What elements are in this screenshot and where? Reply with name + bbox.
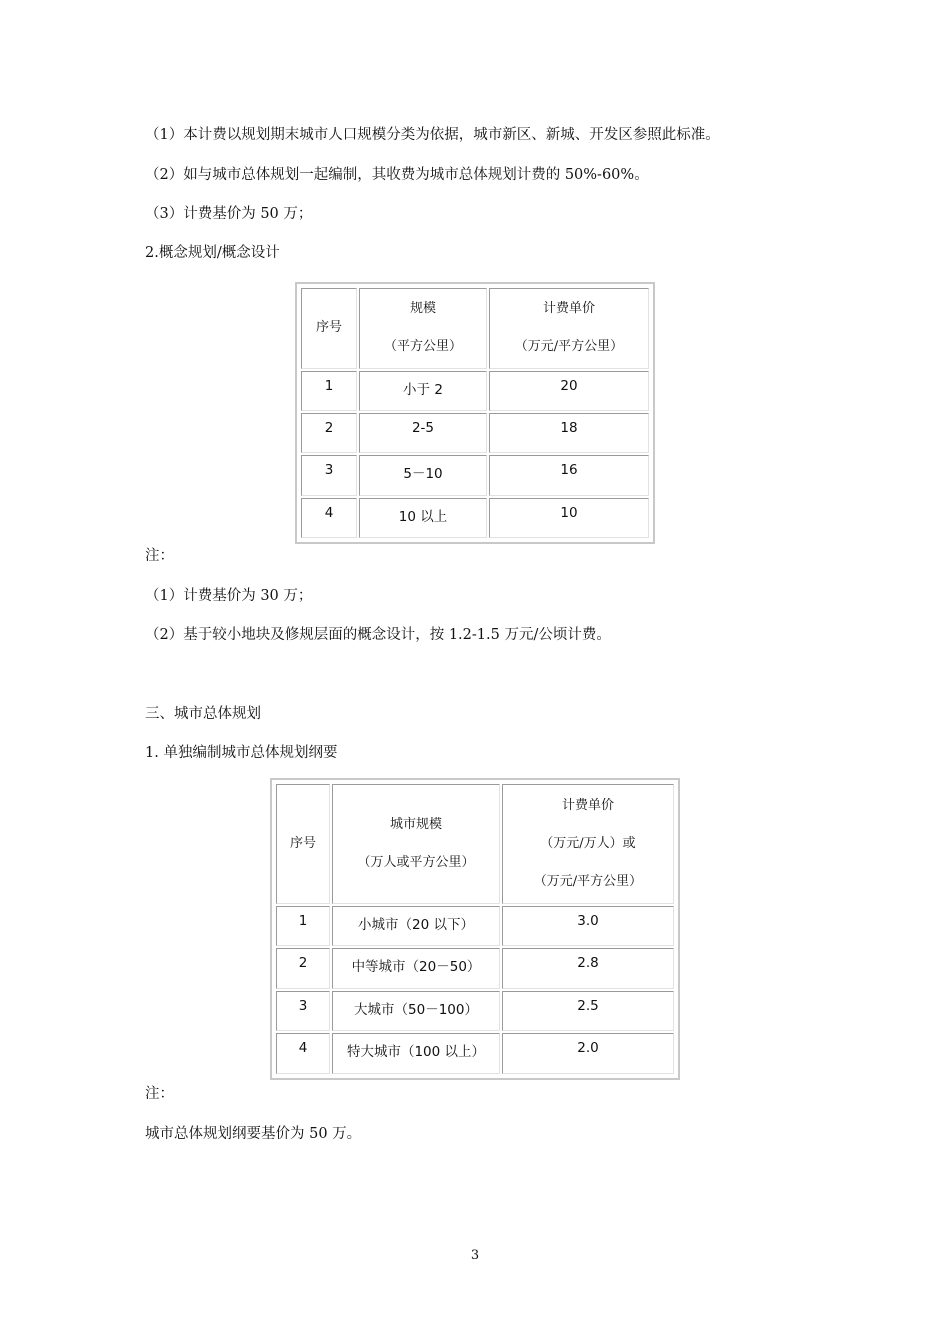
header-city-scale-label: 城市规模 xyxy=(389,816,442,832)
header-city-scale xyxy=(332,784,500,904)
note-base-classification: （1）本计费以规划期末城市人口规模分类为依据，城市新区、新城、开发区参照此标准。 xyxy=(145,127,720,143)
cell-price: 2.0 xyxy=(502,1033,674,1074)
page-number: 3 xyxy=(470,1248,480,1263)
concept-fee-table xyxy=(295,282,655,544)
cell-serial: 4 xyxy=(301,498,357,538)
header-scale-unit: （平方公里） xyxy=(383,339,462,355)
header-price-label: 计费单价 xyxy=(542,301,595,317)
table-row xyxy=(276,991,674,1032)
city-plan-fee-table xyxy=(270,778,680,1080)
header-price xyxy=(489,288,649,369)
cell-price: 2.8 xyxy=(502,948,674,989)
header-price-label: 计费单价 xyxy=(561,797,614,813)
cell-price: 20 xyxy=(489,371,649,411)
table-row xyxy=(276,948,674,989)
table-row xyxy=(301,498,649,538)
note-combined-fee: （2）如与城市总体规划一起编制，其收费为城市总体规划计费的 50%-60%。 xyxy=(145,167,649,183)
cell-city-scale: 大城市（50－100） xyxy=(332,991,500,1032)
header-price xyxy=(502,784,674,904)
cell-scale: 2-5 xyxy=(359,413,487,453)
cell-serial: 3 xyxy=(301,455,357,495)
table-header-row xyxy=(301,288,649,369)
concept-note-base-price: （1）计费基价为 30 万； xyxy=(145,588,313,604)
header-serial: 序号 xyxy=(301,288,357,369)
cell-serial: 4 xyxy=(276,1033,330,1074)
cell-serial: 3 xyxy=(276,991,330,1032)
cell-serial: 2 xyxy=(276,948,330,989)
section-three-note-base-price: 城市总体规划纲要基价为 50 万。 xyxy=(145,1126,362,1142)
cell-price: 18 xyxy=(489,413,649,453)
header-price-unit: （万元/平方公里） xyxy=(514,339,624,355)
table-row xyxy=(276,906,674,947)
header-city-scale-unit: （万人或平方公里） xyxy=(357,854,475,870)
concept-note-label: 注： xyxy=(145,548,174,564)
table-header-row xyxy=(276,784,674,904)
section-three-subheading: 1. 单独编制城市总体规划纲要 xyxy=(145,745,338,761)
header-scale-label: 规模 xyxy=(409,301,436,317)
table-row xyxy=(301,371,649,411)
cell-scale: 10 以上 xyxy=(359,498,487,538)
cell-price: 10 xyxy=(489,498,649,538)
cell-price: 16 xyxy=(489,455,649,495)
cell-serial: 1 xyxy=(301,371,357,411)
header-scale xyxy=(359,288,487,369)
table-row xyxy=(301,413,649,453)
cell-price: 2.5 xyxy=(502,991,674,1032)
table-row xyxy=(276,1033,674,1074)
cell-serial: 2 xyxy=(301,413,357,453)
section-three-note-label: 注： xyxy=(145,1086,174,1102)
header-serial: 序号 xyxy=(276,784,330,904)
table-row xyxy=(301,455,649,495)
header-price-unit-person: （万元/万人）或 xyxy=(540,835,636,851)
cell-price: 3.0 xyxy=(502,906,674,947)
note-base-price-50: （3）计费基价为 50 万； xyxy=(145,206,313,222)
cell-city-scale: 特大城市（100 以上） xyxy=(332,1033,500,1074)
cell-city-scale: 中等城市（20－50） xyxy=(332,948,500,989)
concept-note-small-plot: （2）基于较小地块及修规层面的概念设计，按 1.2-1.5 万元/公顷计费。 xyxy=(145,627,611,643)
cell-scale: 小于 2 xyxy=(359,371,487,411)
concept-heading: 2.概念规划/概念设计 xyxy=(145,245,280,261)
header-price-unit-area: （万元/平方公里） xyxy=(533,873,643,889)
cell-serial: 1 xyxy=(276,906,330,947)
cell-city-scale: 小城市（20 以下） xyxy=(332,906,500,947)
section-three-heading: 三、城市总体规划 xyxy=(145,706,261,722)
cell-scale: 5－10 xyxy=(359,455,487,495)
